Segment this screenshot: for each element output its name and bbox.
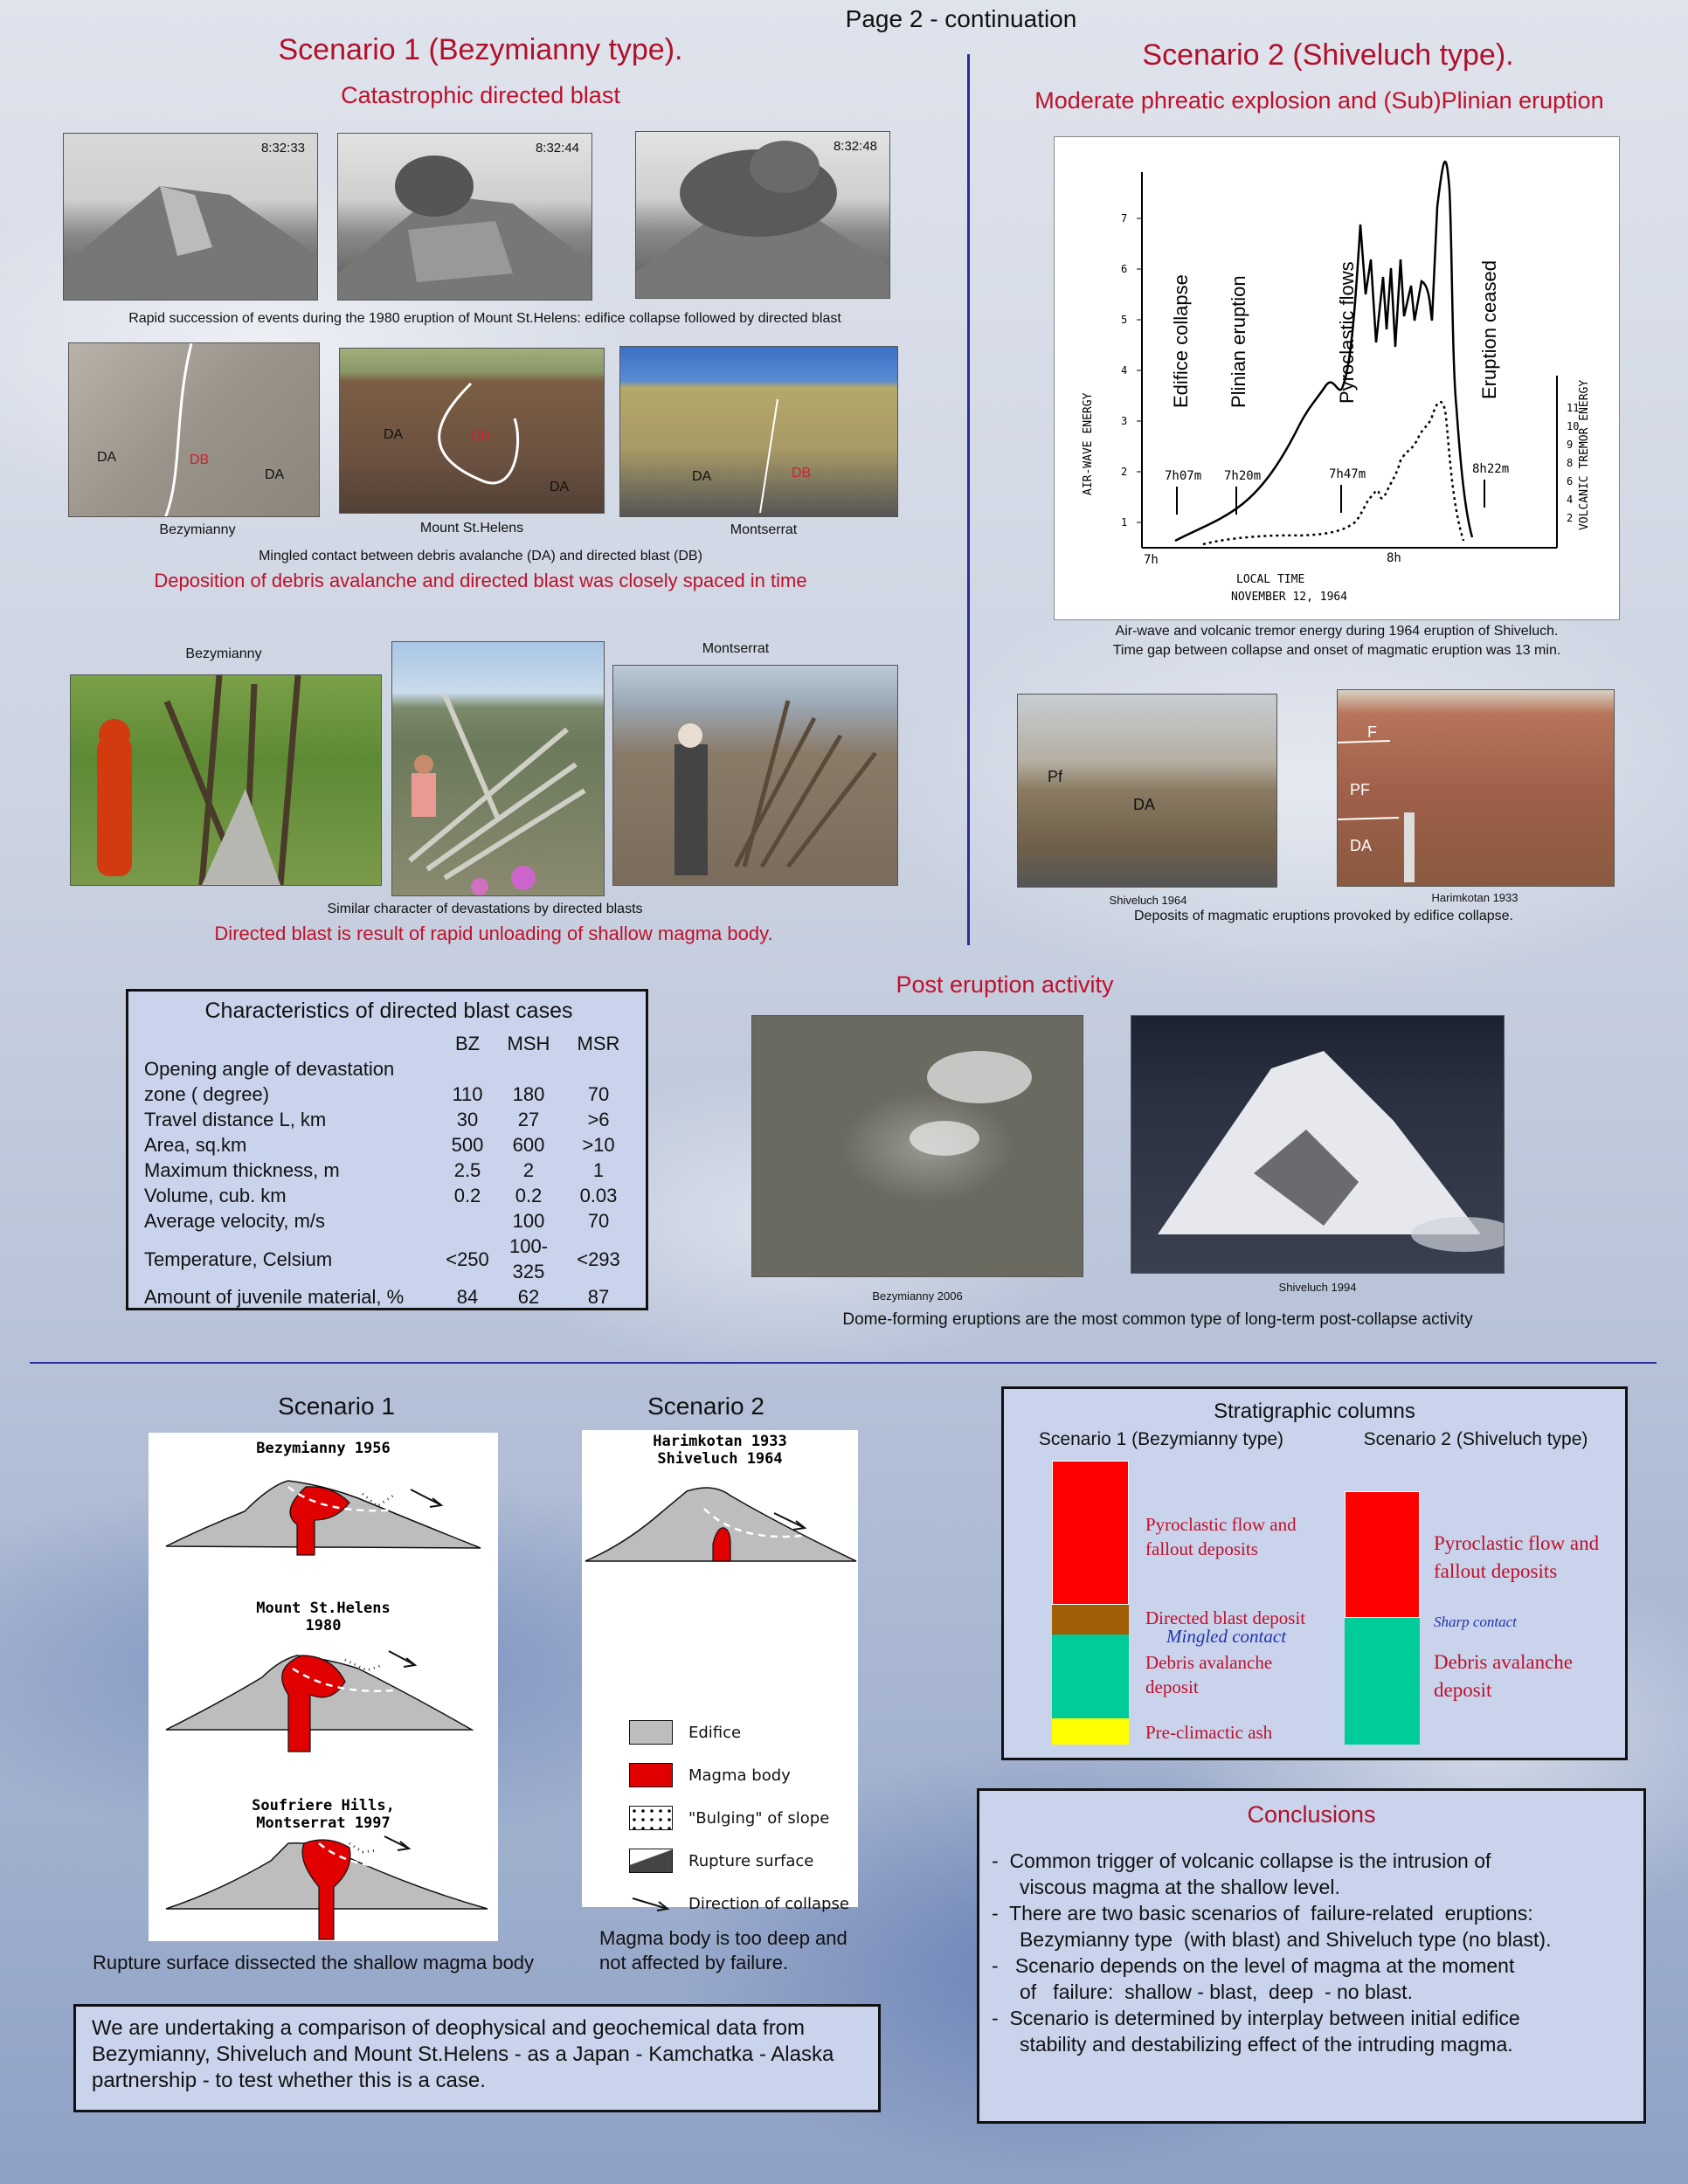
chart-caption-2: Time gap between collapse and onset of magmatic eruption was 13 min. xyxy=(1112,643,1561,658)
air-wave-series xyxy=(1175,162,1472,541)
msh-caption: Rapid succession of events during the 1980 eruption of Mount St.Helens: edifice collapse followed by directed blast xyxy=(128,311,841,326)
y-left-tick: 5 xyxy=(1121,314,1128,326)
c1-label-3b: deposit xyxy=(1145,1676,1199,1697)
y-right-tick: 4 xyxy=(1567,494,1574,506)
conclusion-line: viscous magma at the shallow level. xyxy=(992,1876,1340,1898)
table-row: Average velocity, m/s 100 70 xyxy=(144,1210,610,1232)
contact-photo-montserrat xyxy=(619,346,898,517)
diagram2-label-1b: Shiveluch 1964 xyxy=(657,1450,783,1468)
diagram2-caption-1: Magma body is too deep and xyxy=(599,1927,847,1949)
table-row: Temperature, Celsium <250 100-325 <293 xyxy=(144,1235,620,1282)
y-left-tick: 4 xyxy=(1121,364,1128,377)
diagram2-label-1a: Harimkotan 1933 xyxy=(653,1433,787,1450)
msh-photo-2 xyxy=(337,133,592,301)
shiveluch-deposit-photo xyxy=(1017,694,1277,888)
stratigraphic-box xyxy=(1001,1386,1628,1760)
bezymianny-2006-caption: Bezymianny 2006 xyxy=(872,1289,963,1303)
table-row: Maximum thickness, m 2.5 2 1 xyxy=(144,1159,605,1181)
harimkotan-deposit-photo xyxy=(1337,689,1615,887)
f-label: F xyxy=(1367,723,1377,741)
y-right-tick: 2 xyxy=(1567,512,1574,524)
shiveluch-caption: Shiveluch 1964 xyxy=(1109,894,1187,907)
column1-debris-avalanche xyxy=(1052,1635,1129,1718)
site-label-bezymianny: Bezymianny xyxy=(159,522,236,537)
y-left-tick: 6 xyxy=(1121,263,1128,275)
page-header: Page 2 - continuation xyxy=(845,5,1077,32)
msh-photo-1 xyxy=(63,133,318,301)
rupture-swatch xyxy=(629,1849,673,1873)
timestamp: 8:32:33 xyxy=(260,141,305,156)
conclusion-line: of failure: shallow - blast, deep - no blast. xyxy=(992,1980,1413,2003)
site-label-montserrat: Montserrat xyxy=(702,641,770,656)
diagram1-label-1: Bezymianny 1956 xyxy=(256,1440,391,1457)
time-mark: 7h20m xyxy=(1224,469,1262,483)
site-label-montserrat: Montserrat xyxy=(730,522,798,537)
diagram1-label-2a: Mount St.Helens xyxy=(256,1600,391,1617)
da-label: DA xyxy=(1350,837,1373,854)
chart-annotation: Pyroclastic flows xyxy=(1336,261,1358,404)
post-eruption-title: Post eruption activity xyxy=(896,971,1114,998)
legend-item: "Bulging" of slope xyxy=(629,1806,856,1830)
conclusion-line: Bezymianny type (with blast) and Shiveluch type (no blast). xyxy=(992,1928,1552,1951)
bezymianny-2006-photo xyxy=(751,1015,1083,1277)
y-left-tick: 3 xyxy=(1121,415,1128,427)
scenario1-finding-1: Deposition of debris avalanche and directed blast was closely spaced in time xyxy=(154,570,807,591)
c2-label-1a: Pyroclastic flow and xyxy=(1434,1532,1600,1554)
table-row: zone ( degree) 110 180 70 xyxy=(144,1083,610,1105)
column1-ash xyxy=(1052,1718,1129,1745)
harimkotan-caption: Harimkotan 1933 xyxy=(1431,891,1519,904)
strat-title: Stratigraphic columns xyxy=(1214,1400,1415,1423)
table-row: Opening angle of devastation xyxy=(144,1058,395,1080)
c1-label-4: Pre-climactic ash xyxy=(1145,1722,1273,1743)
diagram2 xyxy=(582,1430,858,1913)
devastation-photo-bezymianny xyxy=(70,674,382,886)
db-label: DB xyxy=(190,453,210,467)
x-tick-7h: 7h xyxy=(1144,553,1159,567)
legend-item: Direction of collapse xyxy=(629,1891,856,1916)
diagram2-title: Scenario 2 xyxy=(647,1393,764,1420)
table-row: Amount of juvenile material, % 84 62 87 xyxy=(144,1286,610,1308)
time-mark: 8h22m xyxy=(1472,462,1510,476)
conclusion-line: stability and destabilizing effect of the intruding magma. xyxy=(992,2033,1513,2056)
y-left-tick: 7 xyxy=(1121,212,1128,225)
devastation-caption: Similar character of devastations by directed blasts xyxy=(327,902,643,916)
chart-annotation: Edifice collapse xyxy=(1170,274,1192,408)
table-row: Travel distance L, km 30 27 >6 xyxy=(144,1109,610,1130)
scenario1-title: Scenario 1 (Bezymianny type). xyxy=(278,33,683,66)
partnership-note: We are undertaking a comparison of deophysical and geochemical data from Bezymianny, Shiveluch and Mount St.Helens - as a Japan - Kamchatka - Alaska partnership - to test whether this is a case. xyxy=(73,2004,881,2112)
c1-label-2: Directed blast deposit xyxy=(1145,1607,1306,1628)
devastation-photo-montserrat xyxy=(612,665,898,886)
conclusion-line: - Scenario is determined by interplay between initial edifice xyxy=(992,2007,1520,2029)
da-label: DA xyxy=(692,469,712,484)
y-right-tick: 9 xyxy=(1567,439,1574,451)
contact-caption: Mingled contact between debris avalanche (DA) and directed blast (DB) xyxy=(259,549,702,563)
chart-caption-1: Air-wave and volcanic tremor energy during 1964 eruption of Shiveluch. xyxy=(1115,624,1559,639)
pf-label: Pf xyxy=(1048,768,1063,785)
da-label: DA xyxy=(1133,796,1156,813)
c1-label-3a: Debris avalanche xyxy=(1145,1652,1273,1673)
diagram1-label-3a: Soufriere Hills, xyxy=(252,1797,395,1814)
diagram1 xyxy=(149,1433,498,1941)
deposits-caption: Deposits of magmatic eruptions provoked by edifice collapse. xyxy=(1134,909,1513,923)
post-eruption-caption: Dome-forming eruptions are the most common type of long-term post-collapse activity xyxy=(842,1310,1473,1329)
da-label: DA xyxy=(384,427,404,442)
c2-label-2a: Debris avalanche xyxy=(1434,1651,1574,1673)
column1-pyroclastic xyxy=(1052,1461,1129,1605)
x-label-time: LOCAL TIME xyxy=(1236,573,1305,586)
magma-swatch xyxy=(629,1763,673,1787)
timestamp: 8:32:44 xyxy=(535,141,579,156)
diagram1-caption: Rupture surface dissected the shallow magma body xyxy=(93,1952,535,1973)
column2-debris-avalanche xyxy=(1345,1618,1420,1745)
conclusions-title: Conclusions xyxy=(1247,1801,1376,1828)
vertical-divider xyxy=(967,54,970,945)
y-left-tick: 2 xyxy=(1121,466,1128,478)
y-right-label: VOLCANIC TREMOR ENERGY xyxy=(1578,379,1591,530)
chart-annotation: Eruption ceased xyxy=(1478,260,1500,399)
scenario2-subtitle: Moderate phreatic explosion and (Sub)Plinian eruption xyxy=(1034,87,1604,114)
diagram1-label-3b: Montserrat 1997 xyxy=(256,1814,391,1832)
characteristics-table: BZ MSH MSR Opening angle of devastation zone ( degree) 110 180 70 Travel distance L, km 30 27 >6 Area, sq.km 500 600 >10 Maximum thickness, m 2.5 2 1 Volume, cub. km 0.2 0.2 0.03 Average velocity, m/s 100 70 Temperature, Celsium <250 100-325 <293 Amount of juvenile material, % 84 62 87 xyxy=(144,1031,633,1310)
diagram-legend xyxy=(629,1720,856,1934)
sharp-contact-label: Sharp contact xyxy=(1434,1614,1517,1630)
bulging-swatch xyxy=(629,1806,673,1830)
column2-pyroclastic xyxy=(1345,1491,1420,1618)
horizontal-divider xyxy=(30,1362,1657,1364)
da-label: DA xyxy=(265,467,285,482)
da-label: DA xyxy=(550,480,570,494)
site-label-msh: Mount St.Helens xyxy=(419,521,524,536)
energy-chart xyxy=(1054,136,1620,620)
contact-photo-bezymianny xyxy=(68,342,320,517)
c1-label-1a: Pyroclastic flow and xyxy=(1145,1514,1297,1535)
conclusions-list xyxy=(992,1848,1631,2057)
da-label: DA xyxy=(97,450,117,465)
y-right-tick: 11 xyxy=(1567,402,1580,414)
legend-item: Magma body xyxy=(629,1763,856,1787)
characteristics-box xyxy=(126,989,648,1310)
diagram2-caption-2: not affected by failure. xyxy=(599,1952,789,1973)
y-right-tick: 10 xyxy=(1567,420,1580,432)
time-mark: 7h07m xyxy=(1165,469,1202,483)
arrow-icon xyxy=(629,1891,673,1916)
msh-photo-3 xyxy=(635,131,890,299)
legend-item: Rupture surface xyxy=(629,1849,856,1873)
y-left-label: AIR-WAVE ENERGY xyxy=(1082,392,1095,495)
y-right-tick: 6 xyxy=(1567,475,1574,487)
devastation-photo-msh xyxy=(391,641,605,896)
conclusions-box xyxy=(977,1788,1646,2124)
time-mark: 7h47m xyxy=(1329,467,1366,481)
mingled-contact-label: Mingled contact xyxy=(1166,1626,1287,1647)
legend-item: Edifice xyxy=(629,1720,856,1745)
db-label: DB xyxy=(792,466,812,480)
shiveluch-1994-photo xyxy=(1131,1015,1505,1274)
y-right-tick: 8 xyxy=(1567,457,1574,469)
c1-label-1b: fallout deposits xyxy=(1145,1538,1258,1559)
shiveluch-1994-caption: Shiveluch 1994 xyxy=(1278,1281,1357,1294)
conclusion-line: - Common trigger of volcanic collapse is the intrusion of xyxy=(992,1849,1491,1872)
table-title: Characteristics of directed blast cases xyxy=(204,999,573,1023)
edifice-swatch xyxy=(629,1720,673,1745)
conclusion-line: - There are two basic scenarios of failure-related eruptions: xyxy=(992,1902,1533,1925)
pf-label: PF xyxy=(1350,781,1371,798)
x-tick-8h: 8h xyxy=(1387,551,1401,565)
c2-label-1b: fallout deposits xyxy=(1434,1560,1558,1582)
y-left-tick: 1 xyxy=(1121,516,1128,529)
diagram1-title: Scenario 1 xyxy=(278,1393,395,1420)
site-label-bezymianny: Bezymianny xyxy=(185,646,262,661)
table-row: Volume, cub. km 0.2 0.2 0.03 xyxy=(144,1185,618,1206)
x-label-date: NOVEMBER 12, 1964 xyxy=(1231,591,1348,604)
scenario1-finding-2: Directed blast is result of rapid unloading of shallow magma body. xyxy=(214,923,773,944)
table-row: Area, sq.km 500 600 >10 xyxy=(144,1134,615,1156)
strat-header-2: Scenario 2 (Shiveluch type) xyxy=(1363,1429,1588,1449)
c2-label-2b: deposit xyxy=(1434,1679,1492,1701)
chart-annotation: Plinian eruption xyxy=(1228,275,1249,408)
strat-header-1: Scenario 1 (Bezymianny type) xyxy=(1038,1429,1284,1449)
contact-photo-msh xyxy=(339,348,605,514)
conclusion-line: - Scenario depends on the level of magma at the moment xyxy=(992,1954,1515,1977)
db-label: DB xyxy=(471,429,491,444)
column1-directed-blast xyxy=(1052,1605,1129,1635)
diagram1-label-2b: 1980 xyxy=(305,1617,342,1635)
scenario1-subtitle: Catastrophic directed blast xyxy=(341,82,620,108)
scenario2-title: Scenario 2 (Shiveluch type). xyxy=(1142,38,1514,72)
timestamp: 8:32:48 xyxy=(833,139,877,154)
